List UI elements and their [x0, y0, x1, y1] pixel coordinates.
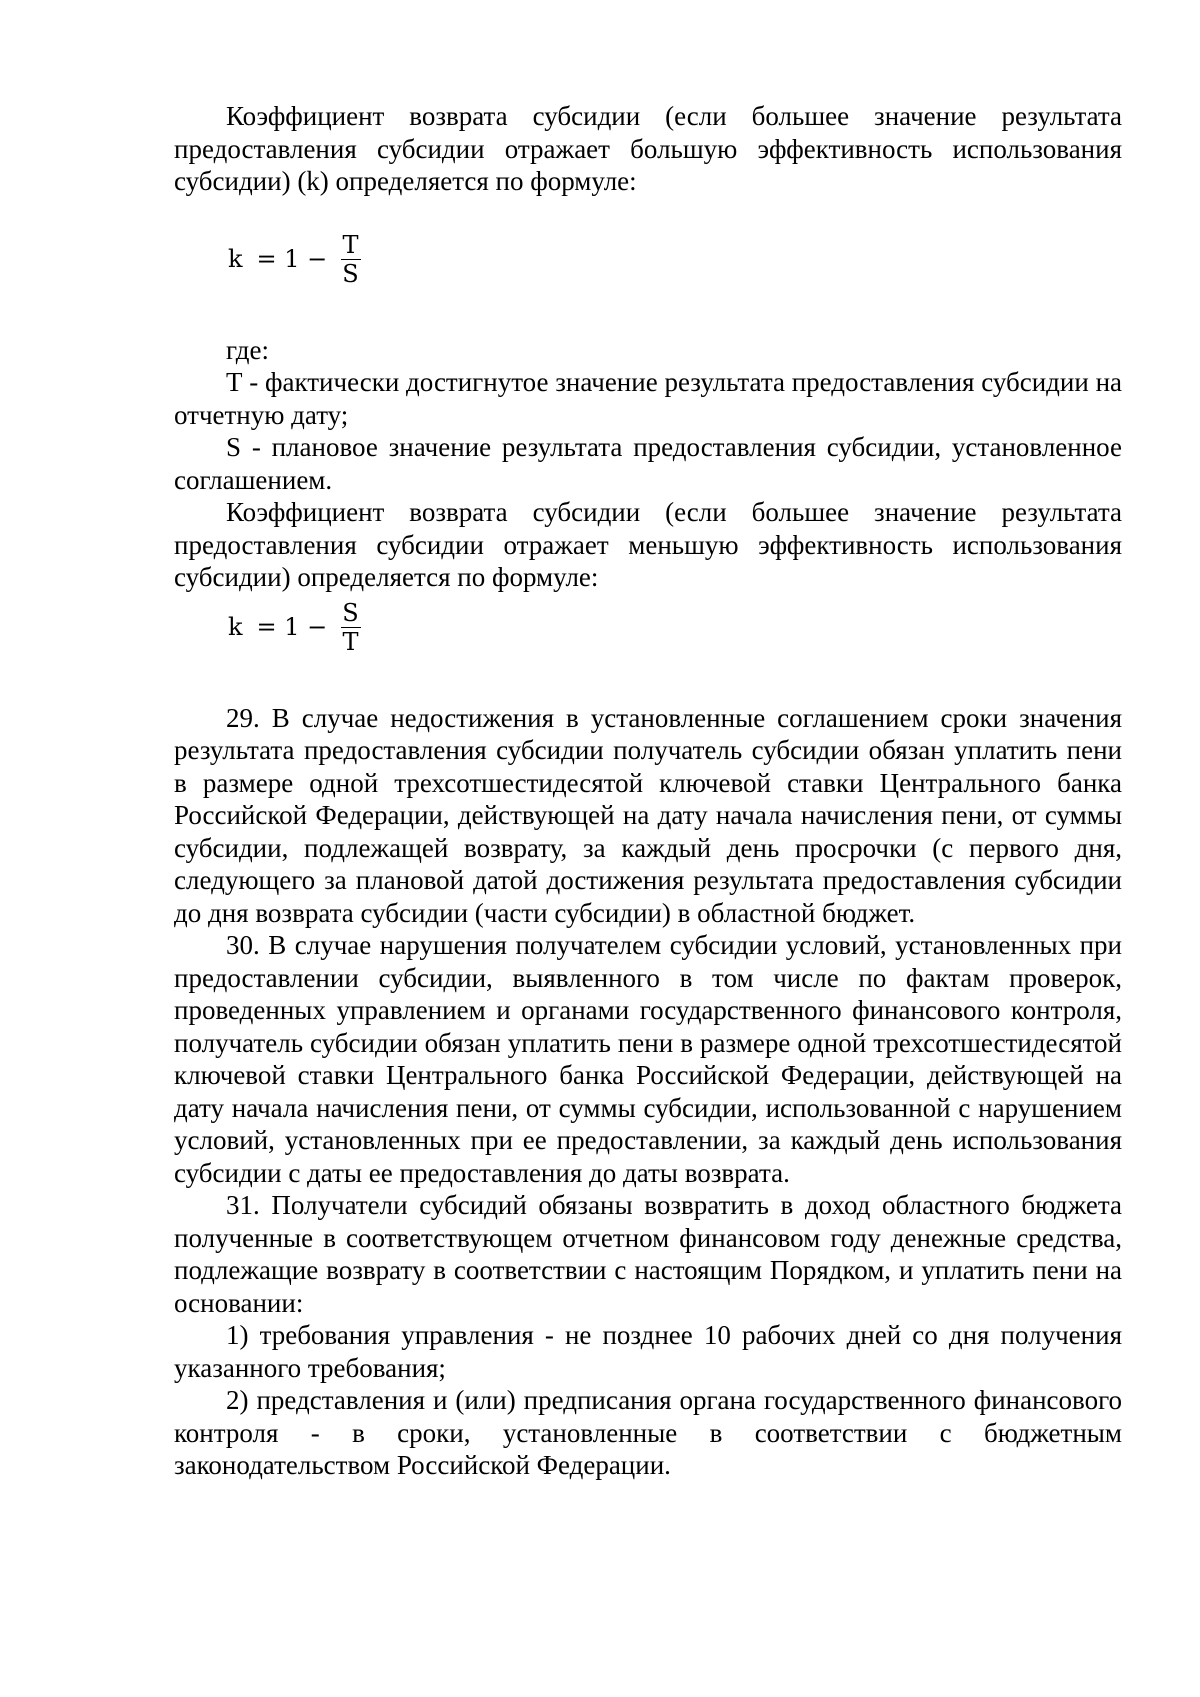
list-item-1: 1) требования управления - не позднее 10 рабочих дней со дня получения указанного требования; — [174, 1320, 1122, 1383]
formula-lhs: k — [228, 245, 243, 274]
formula-numerator: S — [342, 599, 359, 627]
paragraph-definition-s: S - плановое значение результата предоставления субсидии, установленное соглашением. — [174, 432, 1122, 495]
paragraph-where: где: — [226, 334, 269, 365]
formula-denominator: S — [342, 260, 359, 288]
list-item-2: 2) представления и (или) предписания органа государственного финансового контроля - в сроки, установленные в соответствии с бюджетным законодательством Российской Федерации. — [174, 1385, 1122, 1480]
formula-numerator: T — [342, 231, 359, 259]
paragraph-coefficient-intro: Коэффициент возврата субсидии (если большее значение результата предоставления субсидии отражает большую эффективность использования субсидии) (k) определяется по формуле: — [174, 101, 1122, 196]
formula-fraction — [339, 231, 361, 288]
formula-fraction — [339, 599, 361, 656]
document-page — [174, 100, 1122, 1482]
paragraph-29: 29. В случае недостижения в установленные соглашением сроки значения результата предоставления субсидии получатель субсидии обязан уплатить пени в размере одной трехсотшестидесятой ключевой ставки Центрального банка Российской Федерации, действующей на дату начала начисления пени, от суммы субсидии, подлежащей возврату, за каждый день просрочки (с первого дня, следующего за плановой датой достижения результата предоставления субсидии до дня возврата субсидии (части субсидии) в областной бюджет. — [174, 702, 1122, 928]
formula-k-s-over-t — [228, 592, 1122, 664]
formula-k-t-over-s — [228, 224, 1122, 296]
paragraph-definition-t: Т - фактически достигнутое значение результата предоставления субсидии на отчетную дату; — [174, 367, 1122, 430]
paragraph-30: 30. В случае нарушения получателем субсидии условий, установленных при предоставлении субсидии, выявленного в том числе по фактам проверок, проведенных управлением и органами государственного финансового контроля, получатель субсидии обязан уплатить пени в размере одной трехсотшестидесятой ключевой ставки Центрального банка Российской Федерации, действующей на дату начала начисления пени, от суммы субсидии, использованной с нарушением условий, установленных при ее предоставлении, за каждый день использования субсидии с даты ее предоставления до даты возврата. — [174, 930, 1122, 1188]
formula-lhs: k — [228, 613, 243, 642]
formula-equals: = 1 − — [256, 245, 328, 274]
formula-denominator: T — [342, 628, 359, 656]
formula-equals: = 1 − — [256, 613, 328, 642]
paragraph-coefficient-alt: Коэффициент возврата субсидии (если большее значение результата предоставления субсидии отражает меньшую эффективность использования субсидии) определяется по формуле: — [174, 497, 1122, 592]
paragraph-31: 31. Получатели субсидий обязаны возвратить в доход областного бюджета полученные в соответствующем отчетном финансовом году денежные средства, подлежащие возврату в соответствии с настоящим Порядком, и уплатить пени на основании: — [174, 1190, 1122, 1318]
